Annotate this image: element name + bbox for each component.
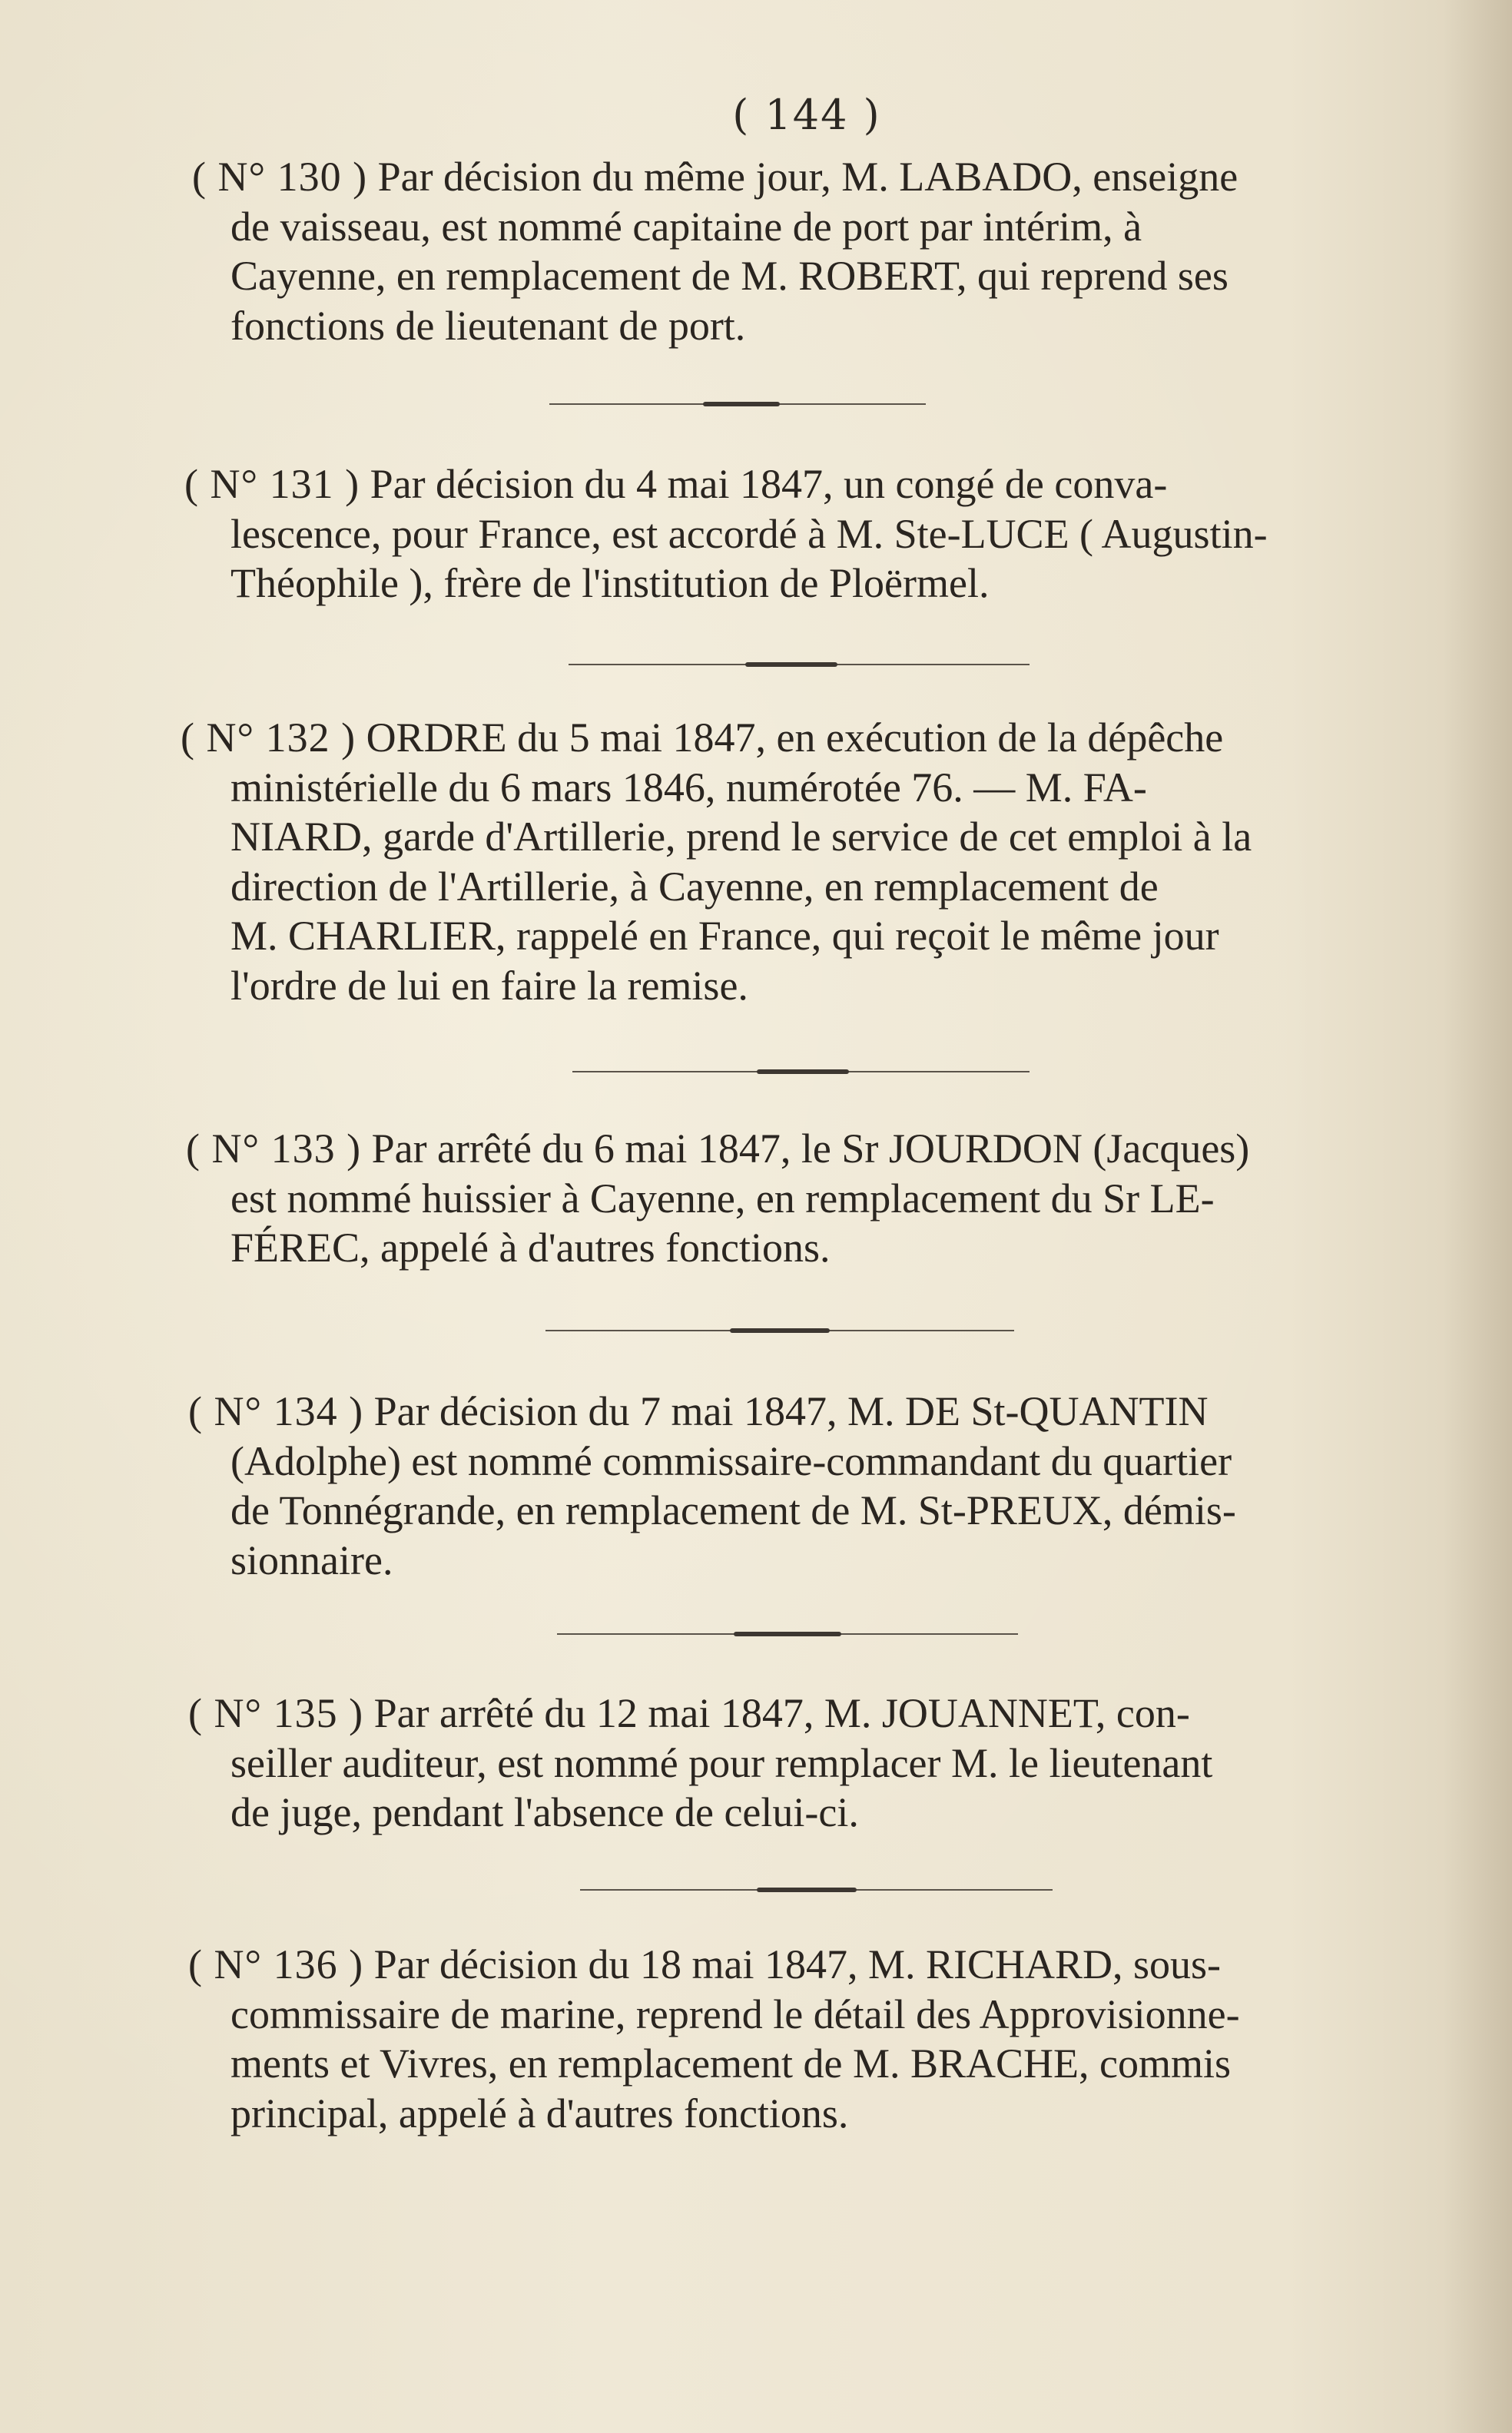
entry-text: ORDRE du 5 mai 1847, en exécution de la dépêche bbox=[366, 714, 1224, 761]
separator-rule bbox=[580, 1888, 1053, 1891]
entry-line: direction de l'Artillerie, à Cayenne, en remplacement de bbox=[230, 863, 1159, 910]
entry-number: ( N° 135 ) bbox=[188, 1690, 364, 1736]
entry-number: ( N° 133 ) bbox=[186, 1125, 362, 1172]
entry-133 bbox=[186, 1124, 1429, 1273]
entry-line: Théophile ), frère de l'institution de Ploërmel. bbox=[230, 560, 990, 606]
separator-rule bbox=[545, 1329, 1014, 1332]
entry-line: (Adolphe) est nommé commissaire-commandant du quartier bbox=[230, 1437, 1232, 1484]
entry-line: de juge, pendant l'absence de celui-ci. bbox=[230, 1789, 859, 1835]
separator-rule bbox=[557, 1632, 1018, 1636]
entry-line bbox=[192, 152, 1429, 202]
entry-line: lescence, pour France, est accordé à M. Ste-LUCE ( Augustin- bbox=[230, 510, 1268, 557]
entry-text: Par décision du 18 mai 1847, M. RICHARD, sous- bbox=[373, 1941, 1222, 1987]
entry-number: ( N° 131 ) bbox=[184, 461, 360, 507]
entry-line: Cayenne, en remplacement de M. ROBERT, qui reprend ses bbox=[230, 253, 1228, 299]
page-edge-shadow bbox=[1443, 0, 1512, 2433]
entry-line: fonctions de lieutenant de port. bbox=[230, 302, 746, 349]
entry-text: Par arrêté du 6 mai 1847, le Sr JOURDON (Jacques) bbox=[371, 1125, 1250, 1172]
entry-line: commissaire de marine, reprend le détail des Approvisionne- bbox=[230, 1990, 1240, 2037]
entry-line bbox=[188, 1940, 1429, 1990]
entry-line: ments et Vivres, en remplacement de M. BRACHE, commis bbox=[230, 2040, 1232, 2087]
page-number: ( 144 ) bbox=[732, 91, 881, 139]
entry-134 bbox=[188, 1387, 1429, 1585]
entry-line: sionnaire. bbox=[230, 1536, 393, 1583]
entry-line: l'ordre de lui en faire la remise. bbox=[230, 962, 748, 1009]
entry-text: Par décision du 4 mai 1847, un congé de conva- bbox=[370, 461, 1168, 507]
entry-line: est nommé huissier à Cayenne, en remplacement du Sr LE- bbox=[230, 1175, 1215, 1221]
entry-135 bbox=[188, 1689, 1429, 1838]
entry-line: seiller auditeur, est nommé pour remplacer M. le lieutenant bbox=[230, 1739, 1213, 1786]
entry-text: Par arrêté du 12 mai 1847, M. JOUANNET, con- bbox=[373, 1690, 1190, 1736]
entry-132 bbox=[181, 713, 1429, 1010]
entry-line bbox=[188, 1387, 1429, 1437]
entry-line bbox=[184, 459, 1429, 509]
entry-line: ministérielle du 6 mars 1846, numérotée 76. — M. FA- bbox=[230, 764, 1147, 810]
entry-131 bbox=[184, 459, 1429, 608]
separator-rule bbox=[569, 663, 1030, 666]
entry-line: FÉREC, appelé à d'autres fonctions. bbox=[230, 1225, 831, 1271]
entry-130 bbox=[192, 152, 1429, 350]
separator-rule bbox=[549, 403, 926, 406]
separator-rule bbox=[572, 1070, 1030, 1073]
entry-line: M. CHARLIER, rappelé en France, qui reçoit le même jour bbox=[230, 913, 1219, 959]
entry-136 bbox=[188, 1940, 1429, 2138]
entry-line bbox=[181, 713, 1429, 763]
entry-number: ( N° 132 ) bbox=[181, 714, 356, 761]
entry-text: Par décision du 7 mai 1847, M. DE St-QUANTIN bbox=[373, 1388, 1209, 1434]
entry-number: ( N° 134 ) bbox=[188, 1388, 364, 1434]
entry-line: principal, appelé à d'autres fonctions. bbox=[230, 2090, 849, 2136]
entry-number: ( N° 130 ) bbox=[192, 154, 368, 200]
entry-line bbox=[186, 1124, 1429, 1174]
entry-line: de Tonnégrande, en remplacement de M. St-PREUX, démis- bbox=[230, 1487, 1236, 1533]
entry-text: Par décision du même jour, M. LABADO, enseigne bbox=[377, 154, 1238, 200]
entry-line: NIARD, garde d'Artillerie, prend le service de cet emploi à la bbox=[230, 814, 1252, 860]
entry-number: ( N° 136 ) bbox=[188, 1941, 364, 1987]
entry-line bbox=[188, 1689, 1429, 1739]
entry-line: de vaisseau, est nommé capitaine de port par intérim, à bbox=[230, 203, 1142, 250]
